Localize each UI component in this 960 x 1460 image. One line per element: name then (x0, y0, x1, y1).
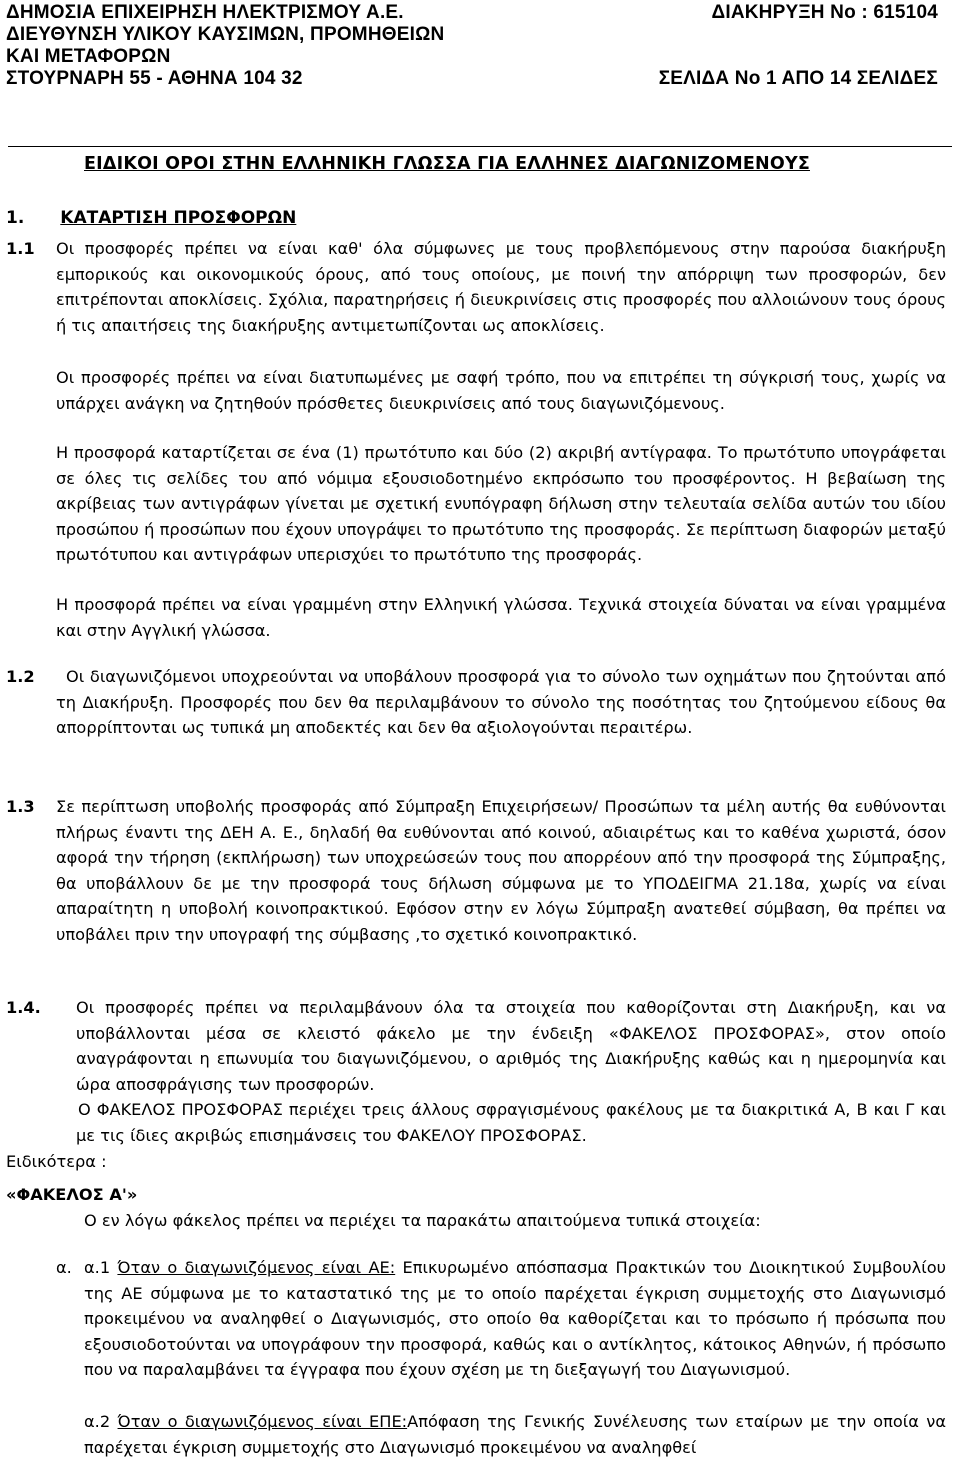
item-a1-text: Επικυρωμένο απόσπασμα Πρακτικών του Διοικητικού Συμβουλίου της ΑΕ σύμφωνα με το καταστατικό της με το οποίο παρέχεται έγκριση συμμετοχής στο Διαγωνισμό προκειμένου να αναληφθεί ο Διαγωνισμός, στο οποίο θα καθορίζεται και το πρόσωπο ή πρόσωπα που εξουσιοδοτούνται να υπογράφουν την προσφορά, καθώς και ο αντίκλητος, κάτοικος Αθηνών, ή πρόσωπο που να παραλαμβάνει τα έγγραφα που έχουν σχέση με τη διεξαγωγή του Διαγωνισμού. (84, 1258, 946, 1380)
clause-1-1-text-a: Οι προσφορές πρέπει να είναι καθ' όλα σύμφωνες με τους προβλεπόμενους στην παρούσα διακήρυξη εμπορικούς και οικονομικούς όρους, από τους οποίους, με ποινή την απόρριψη των προσφορών, δεν επιτρέπονται αποκλίσεις. Σχόλια, παρατηρήσεις ή διευκρινίσεις στις προσφορές που αλλοιώνουν τους όρους ή τις απαιτήσεις της διακήρυξης αντιμετωπίζονται ως αποκλίσεις. (56, 239, 946, 335)
clause-number-1-1: 1.1 (6, 239, 35, 258)
clause-number-1-2: 1.2 (6, 667, 35, 686)
org-directorate: ΔΙΕΥΘΥΝΣΗ ΥΛΙΚΟΥ ΚΑΥΣΙΜΩΝ, ΠΡΟΜΗΘΕΙΩΝ (6, 24, 445, 45)
clause-1-1-text-d: Η προσφορά πρέπει να είναι γραμμένη στην Ελληνική γλώσσα. Τεχνικά στοιχεία δύναται να είναι γραμμένα και στην Αγγλική γλώσσα. (56, 595, 946, 640)
clause-1-1-text-b: Οι προσφορές πρέπει να είναι διατυπωμένες με σαφή τρόπο, που να επιτρέπει τη σύγκρισή τους, χωρίς να υπάρχει ανάγκη να ζητηθούν πρόσθετες διευκρινίσεις από τους διαγωνιζόμενους. (56, 368, 946, 413)
clause-1-1-text-c: Η προσφορά καταρτίζεται σε ένα (1) πρωτότυπο και δύο (2) ακριβή αντίγραφα. Το πρωτότυπο υπογράφεται σε όλες τις σελίδες του από νόμιμα εξουσιοδοτημένο εκπρόσωπο του προσφέροντος. Η βεβαίωση της ακρίβειας των αντιγράφων γίνεται με σχετική ενυπόγραφη δήλωση στην τελευταία σελίδα αυτών του ιδίου προσώπου ή προσώπων που έχουν υπογράψει το πρωτότυπο της προσφοράς. Σε περίπτωση διαφορών μεταξύ πρωτότυπου και αντιγράφων υπερισχύει το πρωτότυπο της προσφοράς. (56, 443, 946, 565)
section-heading (6, 208, 296, 228)
org-name: ΔΗΜΟΣΙΑ ΕΠΙΧΕΙΡΗΣΗ ΗΛΕΚΤΡΙΣΜΟΥ Α.Ε. (6, 2, 404, 23)
envelope-a-intro: Ο εν λόγω φάκελος πρέπει να περιέχει τα παρακάτω απαιτούμενα τυπικά στοιχεία: (84, 1211, 761, 1230)
clause-1-4-text-a: Οι προσφορές πρέπει να περιλαμβάνουν όλα τα στοιχεία που καθορίζονται στη Διακήρυξη, και να υποβάλλονται μέσα σε κλειστό φάκελο με την ένδειξη «ΦΑΚΕΛΟΣ ΠΡΟΣΦΟΡΑΣ», στον οποίο αναγράφονται η επωνυμία του διαγωνιζόμενου, ο αριθμός της Διακήρυξης καθώς και η ημερομηνία και ώρα αποσφράγισης των προσφορών. (76, 998, 946, 1094)
item-a1-heading: Όταν ο διαγωνιζόμενος είναι ΑΕ: (117, 1258, 396, 1277)
clause-number-1-4: 1.4. (6, 998, 41, 1017)
page-info: ΣΕΛΙΔΑ Νο 1 ΑΠΟ 14 ΣΕΛΙΔΕΣ (658, 68, 938, 89)
org-directorate-cont: ΚΑΙ ΜΕΤΑΦΟΡΩΝ (6, 46, 171, 67)
item-a2-text: Απόφαση της Γενικής Συνέλευσης των εταίρων με την οποία να παρέχεται έγκριση συμμετοχής στο Διαγωνισμό προκειμένου να αναληφθεί (84, 1412, 946, 1457)
clause-number-1-3: 1.3 (6, 797, 35, 816)
org-address: ΣΤΟΥΡΝΑΡΗ 55 - ΑΘΗΝΑ 104 32 (6, 68, 303, 89)
clause-1-2-text (56, 664, 946, 741)
item-a-label: α. (56, 1258, 72, 1277)
item-a2-heading: Όταν ο διαγωνιζόμενος είναι ΕΠΕ: (117, 1412, 408, 1431)
header-divider (8, 146, 952, 147)
organization-header (6, 2, 606, 90)
clause-1-4-text-b: Ο ΦΑΚΕΛΟΣ ΠΡΟΣΦΟΡΑΣ περιέχει τρεις άλλους σφραγισμένους φακέλους με τα διακριτικά Α, Β και Γ και με τις ίδιες ακριβώς επισημάνσεις του ΦΑΚΕΛΟΥ ΠΡΟΣΦΟΡΑΣ. (76, 1100, 946, 1145)
item-a1-label: α.1 (84, 1258, 111, 1277)
specifically-label: Ειδικότερα : (6, 1152, 107, 1171)
item-a2-label: α.2 (84, 1412, 111, 1431)
clause-1-2-body: Οι διαγωνιζόμενοι υποχρεούνται να υποβάλουν προσφορά για το σύνολο των οχημάτων που ζητούνται από τη Διακήρυξη. Προσφορές που δεν θα περιλαμβάνουν το σύνολο της ποσότητας του ζητούμενου είδους θα απορρίπτονται ως τυπικά μη αποδεκτές και δεν θα αξιολογούνται περαιτέρω. (56, 667, 946, 738)
item-a2 (84, 1409, 946, 1460)
section-number: 1. (6, 208, 25, 228)
section-title: ΚΑΤΑΡΤΙΣΗ ΠΡΟΣΦΟΡΩΝ (60, 208, 297, 228)
document-title: ΕΙΔΙΚΟΙ ΟΡΟΙ ΣΤΗΝ ΕΛΛΗΝΙΚΗ ΓΛΩΣΣΑ ΓΙΑ ΕΛΛΗΝΕΣ ΔΙΑΓΩΝΙΖΟΜΕΝΟΥΣ (84, 154, 810, 174)
clause-1-3-text: Σε περίπτωση υποβολής προσφοράς από Σύμπραξη Επιχειρήσεων/ Προσώπων τα μέλη αυτής θα ευθύνονται πλήρως έναντι της ΔΕΗ Α. Ε., δηλαδή θα ευθύνονται από κοινού, αδιαιρέτως και το καθένα χωριστά, όσον αφορά την τήρηση (εκπλήρωση) των υποχρεώσεών τους που απορρέουν από την προσφορά της Σύμπραξης, θα υποβάλλουν δε με την προσφορά τους δήλωση σύμφωνα με το ΥΠΟΔΕΙΓΜΑ 21.18α, χωρίς να είναι απαραίτητη η υποβολή κοινοπρακτικού. Εφόσον στην εν λόγω Σύμπραξη ανατεθεί σύμβαση, θα πρέπει να υποβάλει πριν την υπογραφή της σύμβασης ,το σχετικό κοινοπρακτικό. (56, 797, 946, 944)
tender-number: ΔΙΑΚΗΡΥΞΗ Νο : 615104 (711, 2, 938, 23)
item-a1 (84, 1255, 946, 1383)
envelope-a-title: «ΦΑΚΕΛΟΣ Α'» (6, 1185, 138, 1204)
